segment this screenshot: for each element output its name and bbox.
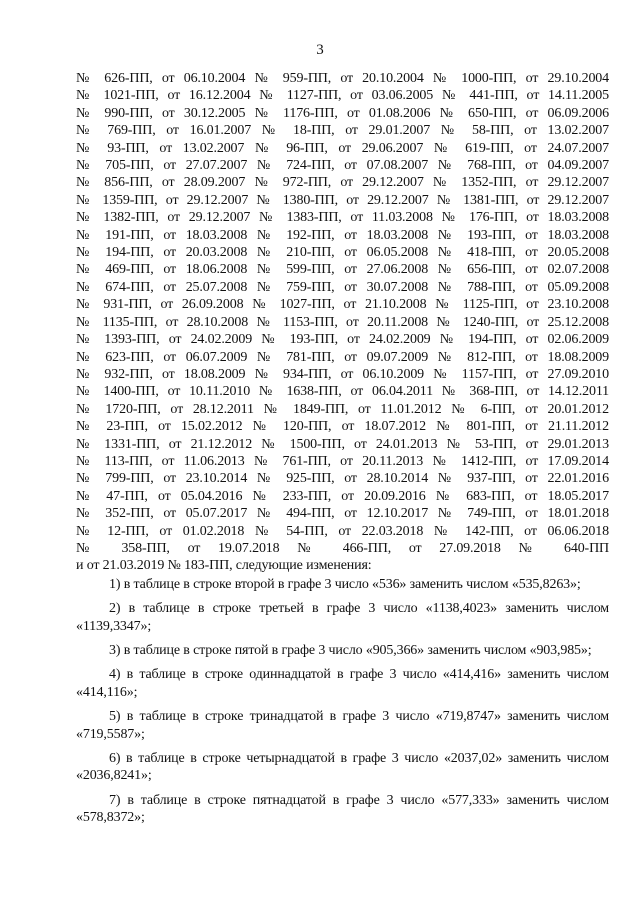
decree-list-line: № 1331-ПП, от 21.12.2012 № 1500-ПП, от 24.01.2013 № 53-ПП, от 29.01.2013 bbox=[76, 436, 609, 452]
decree-list-line: № 932-ПП, от 18.08.2009 № 934-ПП, от 06.10.2009 № 1157-ПП, от 27.09.2010 bbox=[76, 366, 609, 382]
amendment-item: 6) в таблице в строке четырнадцатой в графе 3 число «2037,02» заменить числом «2036,8241»; bbox=[76, 751, 609, 784]
amendment-item: 2) в таблице в строке третьей в графе 3 число «1138,4023» заменить числом «1139,3347»; bbox=[76, 601, 609, 634]
decree-list-line: № 1393-ПП, от 24.02.2009 № 193-ПП, от 24.02.2009 № 194-ПП, от 02.06.2009 bbox=[76, 332, 609, 348]
decree-list-line: № 358-ПП, от 19.07.2018 № 466-ПП, от 27.09.2018 № 640-ПП bbox=[76, 540, 609, 556]
decree-list-line: № 194-ПП, от 20.03.2008 № 210-ПП, от 06.05.2008 № 418-ПП, от 20.05.2008 bbox=[76, 245, 609, 261]
page-number: 3 bbox=[316, 42, 324, 58]
decree-list-line: № 1359-ПП, от 29.12.2007 № 1380-ПП, от 29.12.2007 № 1381-ПП, от 29.12.2007 bbox=[76, 192, 609, 208]
decree-list-line: № 1720-ПП, от 28.12.2011 № 1849-ПП, от 11.01.2012 № 6-ПП, от 20.01.2012 bbox=[76, 401, 609, 417]
amendment-item: 5) в таблице в строке тринадцатой в графе 3 число «719,8747» заменить числом «719,5587»; bbox=[76, 709, 609, 742]
decree-list-line: № 769-ПП, от 16.01.2007 № 18-ПП, от 29.01.2007 № 58-ПП, от 13.02.2007 bbox=[76, 123, 609, 139]
amendment-item: 3) в таблице в строке пятой в графе 3 число «905,366» заменить числом «903,985»; bbox=[109, 643, 592, 658]
decree-list-line: № 47-ПП, от 05.04.2016 № 233-ПП, от 20.09.2016 № 683-ПП, от 18.05.2017 bbox=[76, 488, 609, 504]
decree-list-line: № 469-ПП, от 18.06.2008 № 599-ПП, от 27.06.2008 № 656-ПП, от 02.07.2008 bbox=[76, 262, 609, 278]
decree-list-line: № 990-ПП, от 30.12.2005 № 1176-ПП, от 01.08.2006 № 650-ПП, от 06.09.2006 bbox=[76, 105, 609, 121]
decree-list-line: № 1382-ПП, от 29.12.2007 № 1383-ПП, от 11.03.2008 № 176-ПП, от 18.03.2008 bbox=[76, 210, 609, 226]
document-body bbox=[76, 70, 609, 827]
decree-list bbox=[76, 70, 609, 575]
decree-list-line: № 799-ПП, от 23.10.2014 № 925-ПП, от 28.10.2014 № 937-ПП, от 22.01.2016 bbox=[76, 471, 609, 487]
decree-list-line: № 626-ПП, от 06.10.2004 № 959-ПП, от 20.10.2004 № 1000-ПП, от 29.10.2004 bbox=[76, 71, 609, 86]
decree-list-line: № 931-ПП, от 26.09.2008 № 1027-ПП, от 21.10.2008 № 1125-ПП, от 23.10.2008 bbox=[76, 297, 609, 313]
decree-list-line: № 1021-ПП, от 16.12.2004 № 1127-ПП, от 03.06.2005 № 441-ПП, от 14.11.2005 bbox=[76, 88, 609, 104]
amendment-item: 4) в таблице в строке одиннадцатой в графе 3 число «414,416» заменить числом «414,116»; bbox=[76, 667, 609, 700]
decree-list-tail: и от 21.03.2019 № 183-ПП, следующие изменения: bbox=[76, 558, 372, 574]
decree-list-line: № 352-ПП, от 05.07.2017 № 494-ПП, от 12.10.2017 № 749-ПП, от 18.01.2018 bbox=[76, 506, 609, 522]
decree-list-line: № 856-ПП, от 28.09.2007 № 972-ПП, от 29.12.2007 № 1352-ПП, от 29.12.2007 bbox=[76, 175, 609, 191]
decree-list-line: № 623-ПП, от 06.07.2009 № 781-ПП, от 09.07.2009 № 812-ПП, от 18.08.2009 bbox=[76, 349, 609, 365]
decree-list-line: № 113-ПП, от 11.06.2013 № 761-ПП, от 20.11.2013 № 1412-ПП, от 17.09.2014 bbox=[76, 453, 609, 469]
decree-list-line: № 674-ПП, от 25.07.2008 № 759-ПП, от 30.07.2008 № 788-ПП, от 05.09.2008 bbox=[76, 279, 609, 295]
decree-list-line: № 93-ПП, от 13.02.2007 № 96-ПП, от 29.06.2007 № 619-ПП, от 24.07.2007 bbox=[76, 140, 609, 156]
amendment-item: 1) в таблице в строке второй в графе 3 число «536» заменить числом «535,8263»; bbox=[109, 576, 581, 592]
amendment-items bbox=[76, 576, 609, 827]
decree-list-line: № 12-ПП, от 01.02.2018 № 54-ПП, от 22.03.2018 № 142-ПП, от 06.06.2018 bbox=[76, 523, 609, 539]
decree-list-line: № 23-ПП, от 15.02.2012 № 120-ПП, от 18.07.2012 № 801-ПП, от 21.11.2012 bbox=[76, 419, 609, 435]
decree-list-line: № 191-ПП, от 18.03.2008 № 192-ПП, от 18.03.2008 № 193-ПП, от 18.03.2008 bbox=[76, 227, 609, 243]
amendment-item: 7) в таблице в строке пятнадцатой в графе 3 число «577,333» заменить числом «578,8372»; bbox=[76, 792, 609, 826]
decree-list-line: № 705-ПП, от 27.07.2007 № 724-ПП, от 07.08.2007 № 768-ПП, от 04.09.2007 bbox=[76, 158, 609, 174]
decree-list-line: № 1135-ПП, от 28.10.2008 № 1153-ПП, от 20.11.2008 № 1240-ПП, от 25.12.2008 bbox=[76, 314, 609, 330]
decree-list-line: № 1400-ПП, от 10.11.2010 № 1638-ПП, от 06.04.2011 № 368-ПП, от 14.12.2011 bbox=[76, 384, 609, 400]
